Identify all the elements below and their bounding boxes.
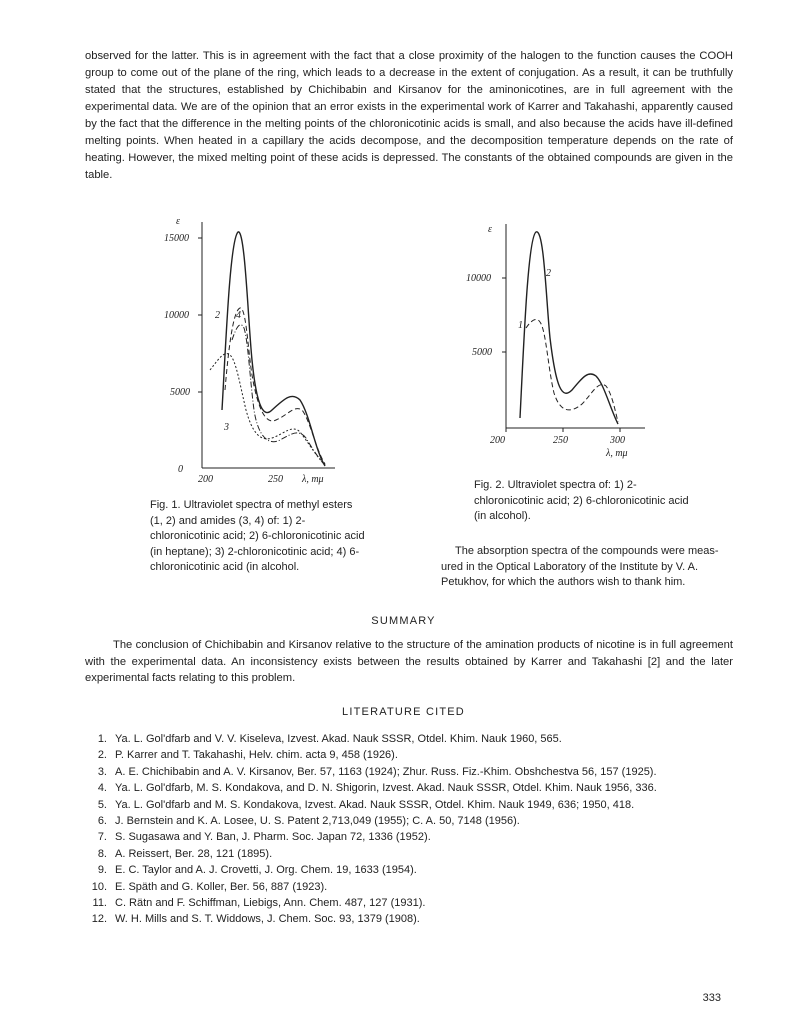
figure-1-plot: [160, 210, 360, 490]
reference-item: 8. A. Reissert, Ber. 28, 121 (1895).: [97, 847, 273, 860]
fig1-ytick-4: 0: [178, 464, 183, 475]
fig2-curve-1: [526, 320, 618, 422]
fig2-y-label: ε: [488, 224, 492, 235]
fig2-curve-2: [520, 232, 618, 424]
fig2-xtick-2: 250: [553, 435, 568, 446]
reference-list: [85, 731, 765, 928]
summary-heading: SUMMARY: [371, 615, 436, 627]
fig1-caption-label: Fig. 1.: [150, 499, 181, 511]
fig1-ytick-2: 10000: [164, 310, 189, 321]
reference-item: 7. S. Sugasawa and Y. Ban, J. Pharm. Soc. Japan 72, 1336 (1952).: [97, 831, 431, 844]
fig2-caption-label: Fig. 2.: [474, 479, 505, 491]
reference-item: 6. J. Bernstein and K. A. Losee, U. S. Patent 2,713,049 (1955); C. A. 50, 7148 (1956).: [97, 815, 520, 828]
figure-2-plot: [460, 218, 670, 463]
intro-text: observed for the latter. This is in agreement with the fact that a close proximity of the halogen to the function causes the COOH group to come out of the plane of the ring, which leads to a decrease in the extent of conjugation. As a result, it can be truthfully stated that the structures, established by Chichibabin and Kirsanov for the aminonicotines, are in full agreement with the experimental data. We are of the opinion that an error exists in the experimental work of Karrer and Takahashi, apparently caused by the fact that the difference in the melting points of the chloronicotinic acids is small, and also because the acids have ill-defined melting points. When heated in a capillary the acids decompose, and the decomposition temperature depends on the rate of heating. However, the mixed melting point of these acids is depressed. The constants of the obtained compounds are given in the table.: [85, 50, 733, 181]
fig1-xtick-1: 200: [198, 474, 213, 485]
fig1-ytick-3: 5000: [170, 387, 190, 398]
figure-2-caption: [474, 478, 694, 525]
reference-item: 5. Ya. L. Gol'dfarb and M. S. Kondakova, Izvest. Akad. Nauk SSSR, Otdel. Khim. Nauk 1949, 636; 1950, 418.: [97, 798, 635, 811]
fig1-xlabel: λ, mμ: [302, 474, 324, 485]
intro-paragraph: [85, 48, 733, 184]
fig2-xtick-1: 200: [490, 435, 505, 446]
fig1-curve-4: [232, 325, 326, 466]
reference-item: 9. E. C. Taylor and A. J. Crovetti, J. Org. Chem. 19, 1633 (1954).: [97, 864, 417, 877]
reference-item: 11. C. Rätn and F. Schiffman, Liebigs, Ann. Chem. 487, 127 (1931).: [92, 897, 426, 910]
fig1-curve-label-3: 3: [224, 422, 229, 433]
fig2-curve-label-1: 1: [518, 320, 523, 331]
fig2-curve-label-2: 2: [546, 268, 551, 279]
figure-1-caption: [150, 498, 365, 576]
summary-text: The conclusion of Chichibabin and Kirsanov relative to the structure of the amination products of nicotine is in full agreement with the experimental data. An inconsistency exists between the results obtained by Karrer and Takahashi [2] and the later experimental facts relating to this problem.: [85, 639, 733, 684]
reference-item: 1. Ya. L. Gol'dfarb and V. V. Kiseleva, Izvest. Akad. Nauk SSSR, Otdel. Khim. Nauk 1960, 565.: [97, 733, 562, 745]
fig2-xtick-3: 300: [610, 435, 625, 446]
reference-item: 10. E. Späth and G. Koller, Ber. 56, 887 (1923).: [91, 880, 328, 893]
reference-item: 2. P. Karrer and T. Takahashi, Helv. chim. acta 9, 458 (1926).: [97, 749, 398, 762]
fig2-caption-text: Ultraviolet spectra of: 1) 2-chloronicotinic acid; 2) 6-chloronicotinic acid (in alcohol).: [474, 479, 689, 522]
reference-item: 12. W. H. Mills and S. T. Widdows, J. Chem. Soc. 93, 1379 (1908).: [91, 913, 420, 926]
fig1-curve-label-2: 2: [215, 310, 220, 321]
fig1-xtick-2: 250: [268, 474, 283, 485]
acknowledgement: The absorption spectra of the compounds were measured in the Optical Laboratory of the Institute by V. A. Petukhov, for which the authors wish to thank him.: [441, 545, 719, 588]
page-number: 333: [702, 992, 721, 1004]
reference-item: 4. Ya. L. Gol'dfarb, M. S. Kondakova, and D. N. Shigorin, Izvest. Akad. Nauk SSSR, Otdel. Khim. Nauk 1956, 336.: [97, 782, 657, 795]
fig2-ytick-1: 10000: [466, 273, 491, 284]
figure-1: [160, 210, 360, 490]
fig2-ytick-2: 5000: [472, 347, 492, 358]
fig1-curve-label-4: 4: [236, 310, 241, 321]
reference-item: 3. A. E. Chichibabin and A. V. Kirsanov, Ber. 57, 1163 (1924); Zhur. Russ. Fiz.-Khim. Obshchestva 56, 157 (1925).: [97, 765, 657, 778]
fig1-ytick-1: 15000: [164, 233, 189, 244]
fig1-caption-text: Ultraviolet spectra of methyl esters (1, 2) and amides (3, 4) of: 1) 2-chloronicotinic acid; 2) 6-chloronicotinic acid (in heptane); 3) 2-chloronicotinic acid; 4) 6-chloronicotinic acid (in alcohol.: [150, 499, 365, 573]
literature-heading: LITERATURE CITED: [342, 706, 465, 718]
fig1-curve-2: [225, 308, 325, 464]
fig1-curve-1: [222, 232, 325, 466]
fig2-xlabel: λ, mμ: [606, 448, 628, 459]
fig1-y-label: ε: [176, 216, 180, 227]
figure-2: [460, 218, 670, 463]
summary-section: [85, 637, 733, 687]
